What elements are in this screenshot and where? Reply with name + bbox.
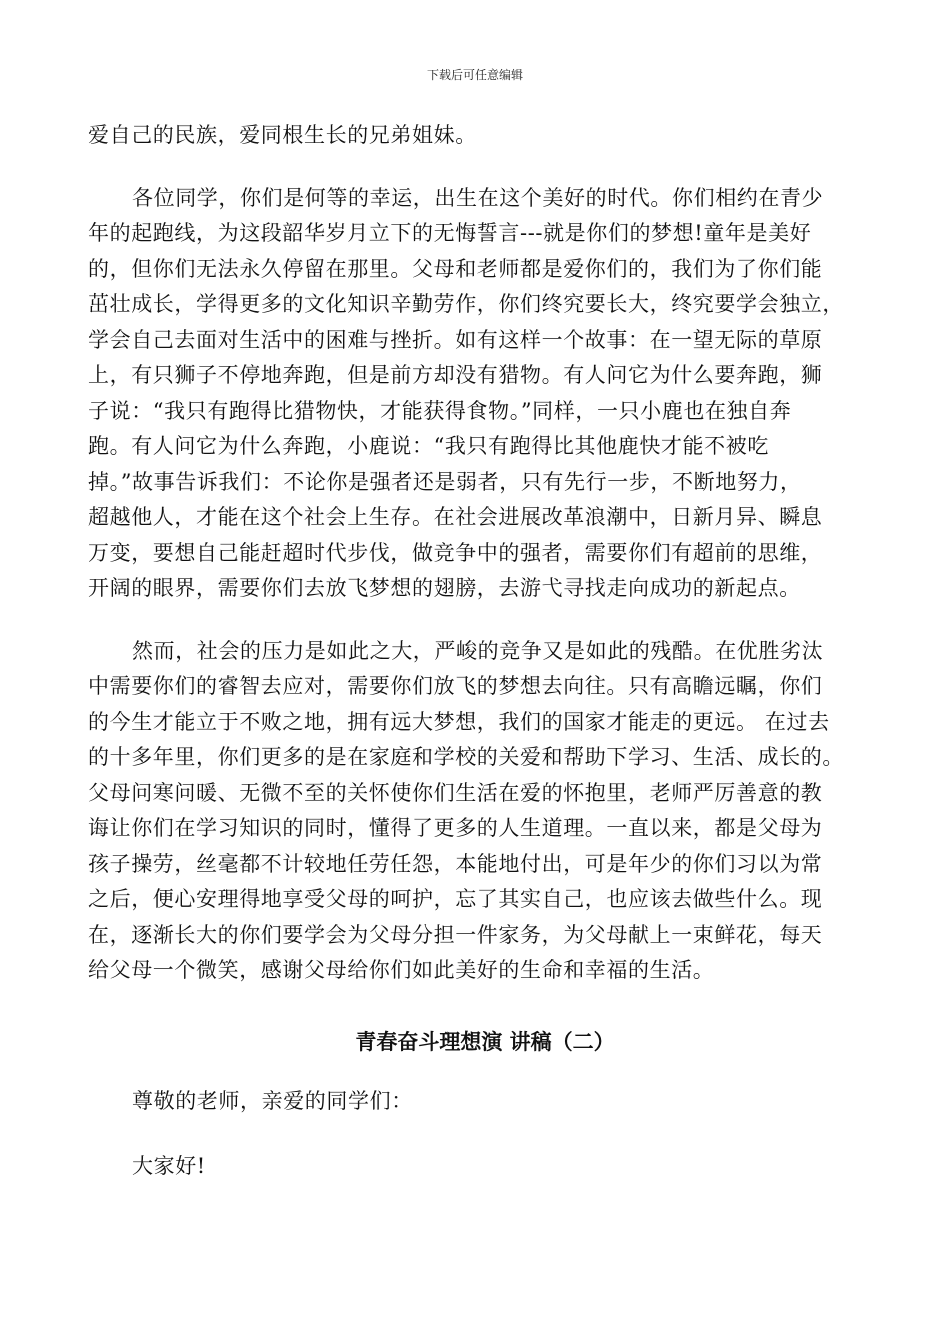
paragraph-line: 上，有只狮子不停地奔跑，但是前方却没有猎物。有人问它为什么要奔跑，狮 xyxy=(88,363,823,387)
paragraph-line: 爱自己的民族，爱同根生长的兄弟姐妹。 xyxy=(88,123,477,147)
paragraph-line: 之后，便心安理得地享受父母的呵护，忘了其实自己，也应该去做些什么。现 xyxy=(88,887,823,911)
paragraph-line: 年的起跑线，为这段韶华岁月立下的无悔誓言---就是你们的梦想!童年是美好 xyxy=(88,221,812,245)
paragraph-line: 跑。有人问它为什么奔跑，小鹿说：“我只有跑得比其他鹿快才能不被吃 xyxy=(88,434,769,458)
paragraph-line: 开阔的眼界，需要你们去放飞梦想的翅膀，去游弋寻找走向成功的新起点。 xyxy=(88,576,801,600)
paragraph-line: 超越他人，才能在这个社会上生存。在社会进展改革浪潮中，日新月异、瞬息 xyxy=(88,505,823,529)
paragraph-line: 万变，要想自己能赶超时代步伐，做竞争中的强者，需要你们有超前的思维， xyxy=(88,540,823,565)
paragraph-3 xyxy=(88,634,862,989)
salutation: 尊敬的老师，亲爱的同学们： xyxy=(132,1088,413,1113)
paragraph-line: 各位同学，你们是何等的幸运，出生在这个美好的时代。你们相约在青少 xyxy=(132,185,824,210)
paragraph-line: 掉。”故事告诉我们：不论你是强者还是弱者，只有先行一步，不断地努力， xyxy=(88,469,802,494)
paragraph-line: 在，逐渐长大的你们要学会为父母分担一件家务，为父母献上一束鲜花，每天 xyxy=(88,922,823,947)
paragraph-line: 中需要你们的睿智去应对，需要你们放飞的梦想去向往。只有高瞻远瞩，你们 xyxy=(88,674,823,698)
paragraph-line: 给父母一个微笑，感谢父母给你们如此美好的生命和幸福的生活。 xyxy=(88,958,715,982)
paragraph-line: 的，但你们无法永久停留在那里。父母和老师都是爱你们的，我们为了你们能 xyxy=(88,256,823,281)
paragraph-line: 学会自己去面对生活中的困难与挫折。如有这样一个故事：在一望无际的草原 xyxy=(88,327,823,352)
greeting: 大家好! xyxy=(132,1154,206,1178)
paragraph-line: 的十多年里，你们更多的是在家庭和学校的关爱和帮助下学习、生活、成长的。 xyxy=(88,745,844,769)
paragraph-line: 的今生才能立于不败之地，拥有远大梦想，我们的国家才能走的更远。 在过去 xyxy=(88,709,830,734)
page-header-note: 下载后可任意编辑 xyxy=(426,68,523,82)
paragraph-line: 子说：“我只有跑得比猎物快，才能获得食物。”同样，一只小鹿也在独自奔 xyxy=(88,398,792,423)
section-title: 青春奋斗理想演 讲稿（二） xyxy=(355,1029,615,1054)
document-body xyxy=(88,118,862,1185)
paragraph-line: 孩子操劳，丝毫都不计较地任劳任怨，本能地付出，可是年少的你们习以为常 xyxy=(88,851,823,876)
paragraph-2 xyxy=(88,181,862,607)
paragraph-line: 然而，社会的压力是如此之大，严峻的竞争又是如此的残酷。在优胜劣汰 xyxy=(132,638,824,663)
paragraph-line: 诲让你们在学习知识的同时，懂得了更多的人生道理。一直以来，都是父母为 xyxy=(88,816,823,840)
paragraph-line: 茁壮成长，学得更多的文化知识辛勤劳作，你们终究要长大，终究要学会独立， xyxy=(88,292,844,316)
paragraph-line: 父母问寒问暖、无微不至的关怀使你们生活在爱的怀抱里，老师严厉善意的教 xyxy=(88,780,823,805)
